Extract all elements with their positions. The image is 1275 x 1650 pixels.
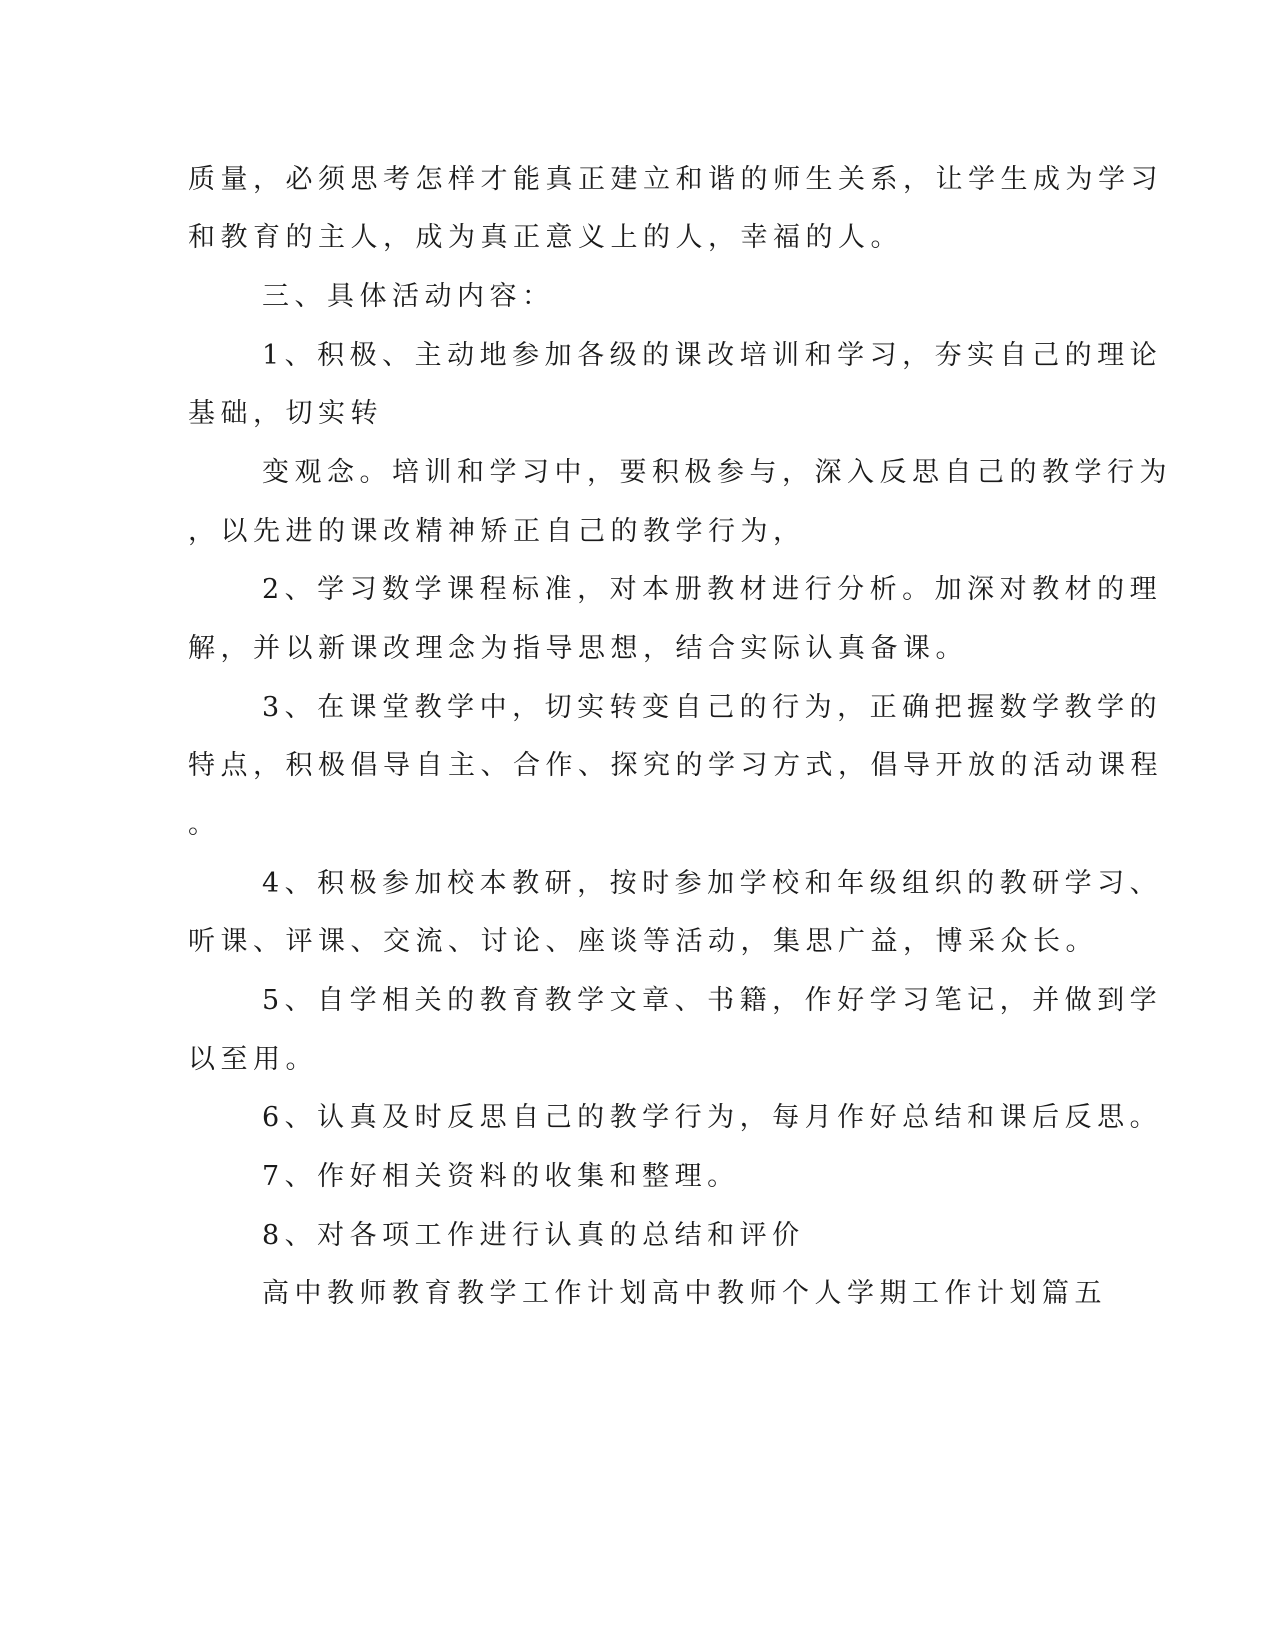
paragraph-line: 变观念。培训和学习中，要积极参与，深入反思自己的教学行为 xyxy=(262,457,1172,488)
paragraph-line: 听课、评课、交流、讨论、座谈等活动，集思广益，博采众长。 xyxy=(188,926,1098,957)
paragraph-line: 质量，必须思考怎样才能真正建立和谐的师生关系，让学生成为学习 xyxy=(188,164,1163,195)
paragraph-line: ，以先进的课改精神矫正自己的教学行为， xyxy=(188,516,806,547)
paragraph-line: 和教育的主人，成为真正意义上的人，幸福的人。 xyxy=(188,222,903,253)
paragraph-line: 特点，积极倡导自主、合作、探究的学习方式，倡导开放的活动课程 xyxy=(188,750,1163,781)
list-item-8: 8、对各项工作进行认真的总结和评价 xyxy=(262,1220,805,1251)
paragraph-line: 解，并以新课改理念为指导思想，结合实际认真备课。 xyxy=(188,633,968,664)
list-item-4: 4、积极参加校本教研，按时参加学校和年级组织的教研学习、 xyxy=(262,868,1163,899)
list-item-5: 5、自学相关的教育教学文章、书籍，作好学习笔记，并做到学 xyxy=(262,985,1163,1016)
section-title: 高中教师教育教学工作计划高中教师个人学期工作计划篇五 xyxy=(262,1278,1107,1309)
list-item-1: 1、积极、主动地参加各级的课改培训和学习，夯实自己的理论 xyxy=(262,340,1163,371)
list-item-2: 2、学习数学课程标准，对本册教材进行分析。加深对教材的理 xyxy=(262,574,1163,605)
paragraph-line: 基础，切实转 xyxy=(188,398,383,429)
paragraph-line: 。 xyxy=(188,809,221,840)
list-item-6: 6、认真及时反思自己的教学行为，每月作好总结和课后反思。 xyxy=(262,1102,1163,1133)
list-item-7: 7、作好相关资料的收集和整理。 xyxy=(262,1161,740,1192)
paragraph-line: 以至用。 xyxy=(188,1044,318,1075)
list-item-3: 3、在课堂教学中，切实转变自己的行为，正确把握数学教学的 xyxy=(262,692,1163,723)
section-heading: 三、具体活动内容： xyxy=(262,281,555,312)
